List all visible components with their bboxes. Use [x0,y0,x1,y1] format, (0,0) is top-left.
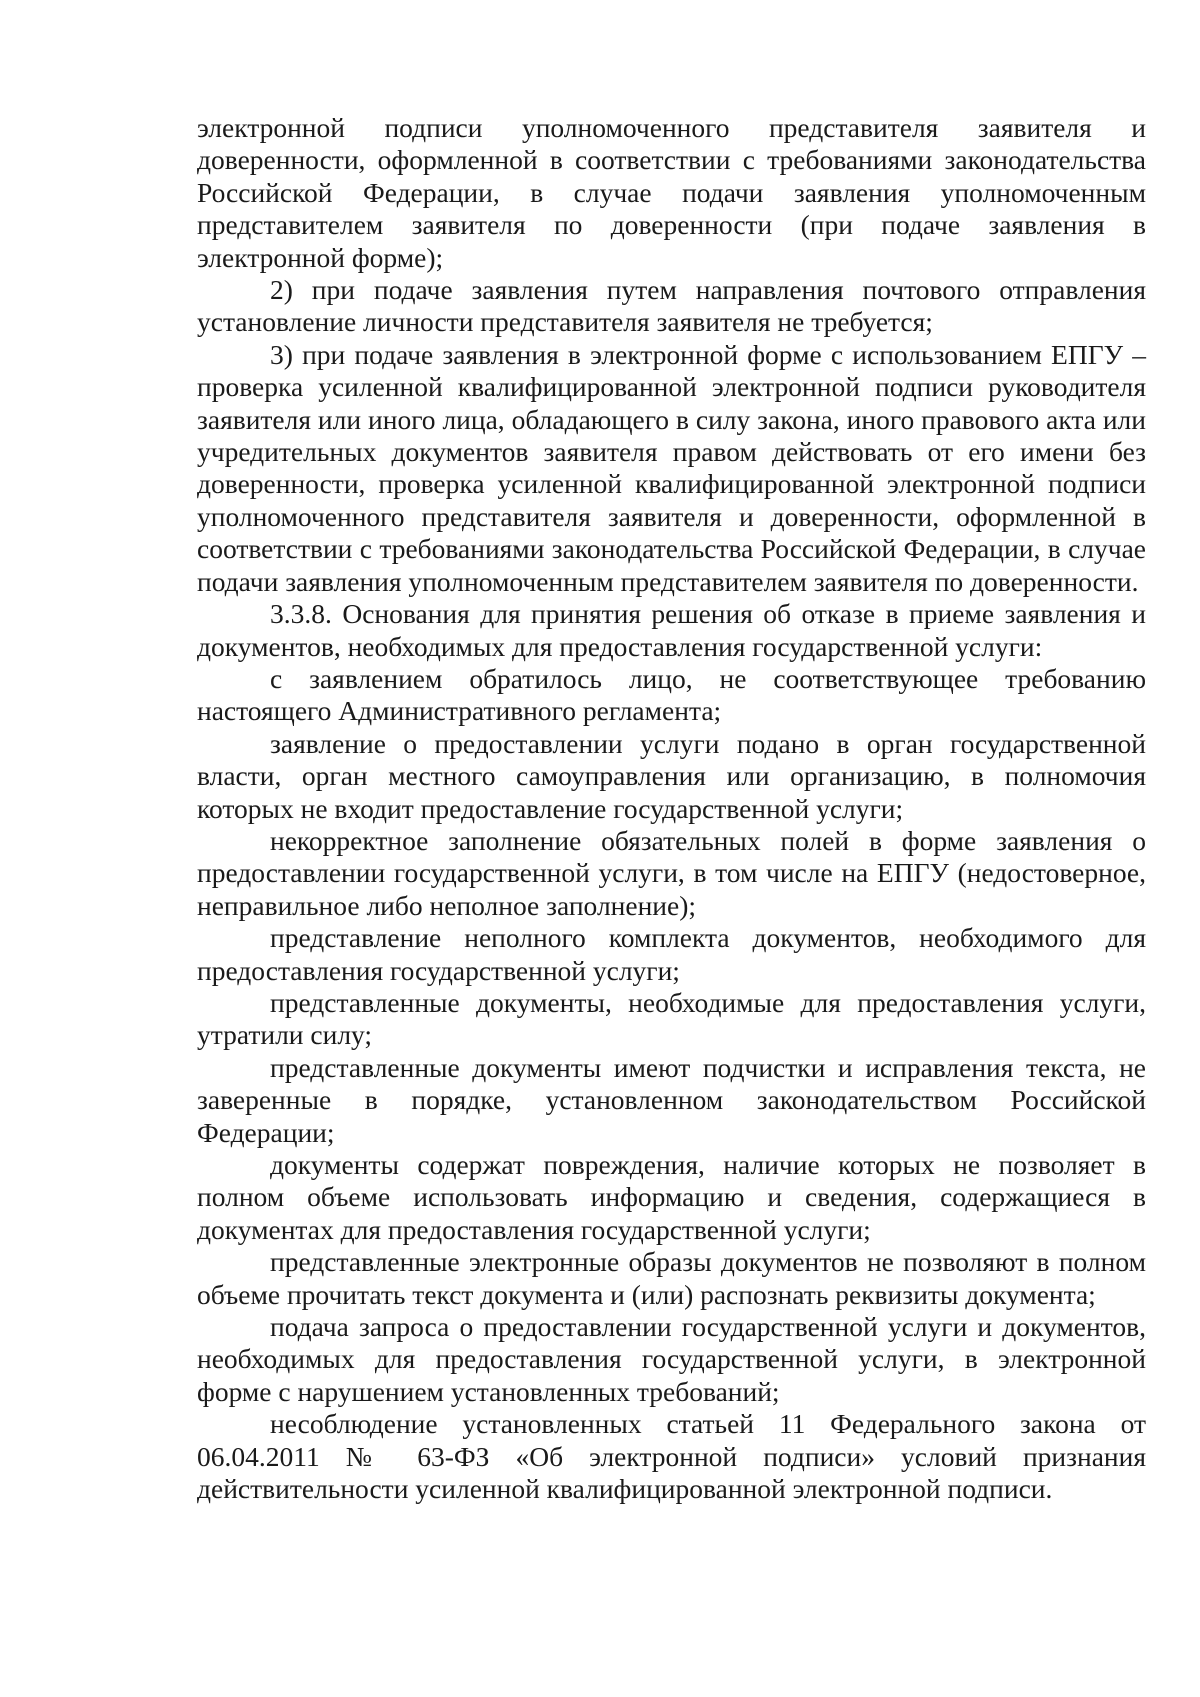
paragraph-item-2: 2) при подаче заявления путем направления почтового отправления установление личности представителя заявителя не требуется; [197,274,1146,338]
paragraph-ground-incomplete-set: представление неполного комплекта документов, необходимого для предоставления государственной услуги; [197,922,1146,986]
paragraph-ground-wrong-applicant: с заявлением обратилось лицо, не соответствующее требованию настоящего Административного регламента; [197,662,1146,727]
paragraph-ground-signature-invalid: несоблюдение установленных статьей 11 Федерального закона от 06.04.2011 № 63-ФЗ «Об электронной подписи» условий признания действительности усиленной квалифицированной электронной подписи. [197,1408,1146,1505]
paragraph-ground-corrections: представленные документы имеют подчистки и исправления текста, не заверенные в порядке, установленном законодательством Российской Федерации; [197,1051,1146,1148]
paragraph-continuation: электронной подписи уполномоченного представителя заявителя и доверенности, оформленной в соответствии с требованиями законодательства Российской Федерации, в случае подачи заявления уполномоченным представителем заявителя по доверенности (при подаче заявления в электронной форме); [197,112,1146,273]
document-body [197,112,1146,1505]
paragraph-section-3-3-8: 3.3.8. Основания для принятия решения об отказе в приеме заявления и документов, необходимых для предоставления государственной услуги: [197,598,1146,662]
paragraph-ground-electronic-violation: подача запроса о предоставлении государственной услуги и документов, необходимых для предоставления государственной услуги, в электронной форме с нарушением установленных требований; [197,1311,1146,1407]
paragraph-ground-damaged-docs: документы содержат повреждения, наличие которых не позволяет в полном объеме использовать информацию и сведения, содержащиеся в документах для предоставления государственной услуги; [197,1149,1146,1245]
paragraph-item-3: 3) при подаче заявления в электронной форме с использованием ЕПГУ – проверка усиленной квалифицированной электронной подписи руководителя заявителя или иного лица, обладающего в силу закона, иного правового акта или учредительных документов заявителя правом действовать от его имени без доверенности, проверка усиленной квалифицированной электронной подписи уполномоченного представителя заявителя и доверенности, оформленной в соответствии с требованиями законодательства Российской Федерации, в случае подачи заявления уполномоченным представителем заявителя по доверенности. [197,338,1146,597]
paragraph-ground-unreadable-images: представленные электронные образы документов не позволяют в полном объеме прочитать текст документа и (или) распознать реквизиты документа; [197,1246,1146,1310]
paragraph-ground-wrong-authority: заявление о предоставлении услуги подано в орган государственной власти, орган местного самоуправления или организацию, в полномочия которых не входит предоставление государственной услуги; [197,727,1146,824]
paragraph-ground-expired-docs: представленные документы, необходимые для предоставления услуги, утратили силу; [197,986,1146,1051]
paragraph-ground-incorrect-fields: некорректное заполнение обязательных полей в форме заявления о предоставлении государственной услуги, в том числе на ЕПГУ (недостоверное, неправильное либо неполное заполнение); [197,824,1146,921]
